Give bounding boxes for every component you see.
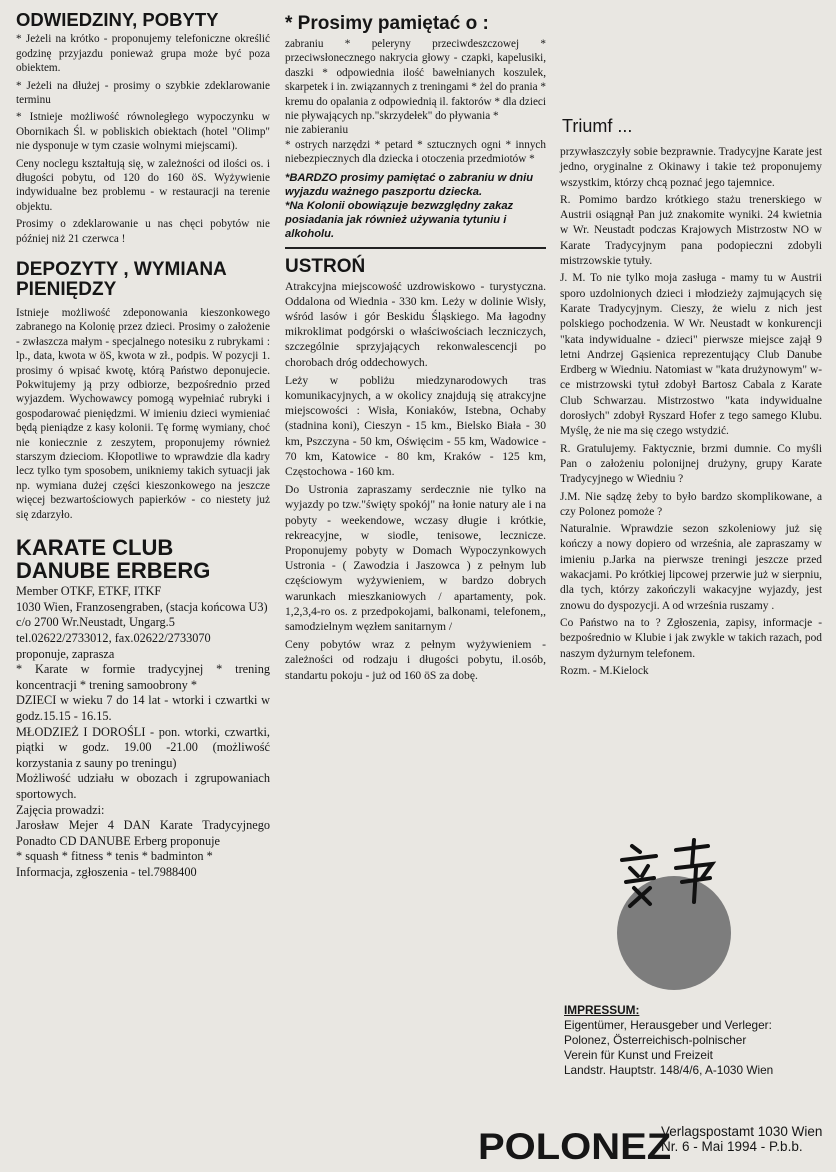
karate-line: Informacja, zgłoszenia - tel.7988400 (16, 864, 197, 879)
ustron-para: Do Ustronia zapraszamy serdecznie nie tylko na wyjazdy po tzw."święty spokój" na łonie natury ale i na pobyty - weekendowe, wczasy długie i krótkie, rekreacyjne, w siodle, tenisowe, lecznicze. Proponujemy pobyty w Domach Wypoczynkowych Ustronia - ( Zawodzia i Jaszowca ) z pełnym lub częściowym wyżywieniem, w bardzo dobrych warunkach mieszkaniowych / apartamenty, pok. 1,2,3,4-ro os. z przedpokojami, balkonami, telefonem,, samodzielnym węzłem sanitarnym / (285, 483, 546, 633)
not-take-label: nie zabieraniu (285, 124, 349, 137)
karate-emblem-icon (612, 838, 732, 993)
triumf-para: Naturalnie. Wprawdzie sezon szkoleniowy już się kończy a nowy dopiero od września, ale zapraszamy w imieniu p.Jarka na pierwsze treningi jeszcze przed wakacjami. Po krótkiej lipcowej przerwie już w sierpniu, dla tych, którzy zakończyli wakacyjne wyjazdy, jest znowu do dyspozycji. A od września ruszamy . (560, 523, 822, 612)
section-divider (285, 247, 546, 249)
karate-line: proponuje, zaprasza (16, 646, 115, 661)
middle-column (285, 14, 546, 683)
karate-line: * Karate w formie tradycyjnej * trening koncentracji * trening samoobrony * (16, 662, 270, 692)
masthead-footer (478, 1118, 828, 1166)
impressum-line: Eigentümer, Herausgeber und Verleger: (564, 1018, 772, 1032)
karate-line: Member OTKF, ETKF, ITKF (16, 584, 162, 599)
karate-line: c/o 2700 Wr.Neustadt, Ungarg.5 (16, 615, 175, 630)
karate-club-heading: KARATE CLUB DANUBE ERBERG (16, 535, 211, 584)
karate-line: Jarosław Mejer 4 DAN Karate Tradycyjnego Ponadto CD DANUBE Erberg proponuje (16, 818, 270, 848)
triumf-para: R. Gratulujemy. Faktycznie, brzmi dumnie. Co myśli Pan o założeniu polonijnej drużyny, grupy Karate Tradycyjnego w Wiedniu ? (560, 442, 822, 486)
triumf-para: przywłaszczyły sobie bezprawnie. Tradycyjne Karate jest jedno, oryginalne z Okinawy i takie też proponujemy wszystkim, którzy chcą poznać jego tajemnice. (560, 146, 822, 189)
triumf-para: J. M. To nie tylko moja zasługa - mamy tu w Austrii sporo uzdolnionych dzieci i młodzieży zajmujących się Karate Tradycyjnym. Cieszy, że wielu z nich jest polskiego pochodzenia. W Wr. Neustadt w konkurencji "kata indywidualne - dzieci" pierwsze miejsce zajął 9 letni Andrzej Gąsienica reprezentujący Club Danube Erdberg w Wiedniu. Natomiast w "kata drużynowym" w-ce mistrzowski tytuł zdobył Bartosz Cabala z Karate Club Schwarzau. Mistrzostwo "kata indywidualne dorosłych" zdobył Ryszard Hofer z tego samego Klubu. Myślę, że nie ma się czego wstydzić. (560, 272, 822, 438)
interview-signature: Rozm. - M.Kielock (560, 664, 649, 677)
triumf-para: Co Państwo na to ? Zgłoszenia, zapisy, informacje - bezpośrednio w Klubie i jak zwykle w takich razach, pod naszym dyżurnym telefonem. (560, 616, 822, 660)
post-office-line: Verlagspostamt 1030 Wien (661, 1124, 823, 1139)
not-take-items: * ostrych narzędzi * petard * sztucznych ogni * innych niebezpiecznych dla dziecka i otoczenia przedmiotów * (285, 138, 546, 166)
ustron-heading: USTROŃ (285, 255, 366, 277)
triumf-para: J.M. Nie sądzę żeby to było bardzo skomplikowane, a czy Polonez pomoże ? (560, 490, 822, 518)
left-column (16, 10, 270, 881)
ustron-para: Atrakcyjna miejscowość uzdrowiskowo - turystyczna. Oddalona od Wiednia - 330 km. Leży w dolinie Wisły, wśród lasów i gór Beskidu Śląskiego. Ma łagodny mikroklimat podgórski o właściwościach leczniczych, szczególnie sprzyjających rekonwalescencji po chorobach dróg oddechowych. (285, 279, 546, 369)
karate-line: tel.02622/2733012, fax.02622/2733070 (16, 631, 211, 646)
issue-line: Nr. 6 - Mai 1994 - P.b.b. (661, 1139, 803, 1154)
visits-para: Prosimy o zdeklarowanie u nas chęci pobytów nie później niż 21 czerwca ! (16, 218, 270, 245)
karate-line: Zajęcia prowadzi: (16, 802, 105, 817)
visits-para: * Jeżeli na dłużej - prosimy o szybkie zdeklarowanie terminu (16, 79, 270, 107)
visits-para: Ceny noclegu kształtują się, w zależności od ilości os. i długości pobytu, od 120 do 160 öS. Wyżywienie indywidualne bez problemu - w restauracji na terenie objektu. (16, 157, 270, 213)
karate-line: DZIECI w wieku 7 do 14 lat - wtorki i czwartki w godz.15.15 - 16.15. (16, 693, 270, 724)
karate-line: MŁODZIEŻ I DOROŚLI - pon. wtorki, czwartki, piątki w godz. 19.00 -21.00 (możliwość korzystania z sauny po treningu) (16, 724, 270, 770)
remember-heading: * Prosimy pamiętać o : (285, 13, 489, 34)
ustron-para: Leży w pobliżu miedzynarodowych tras komunikacyjnych, a w okolicy znajdują się atrakcyjne miejscowości : Wisła, Koniaków, Istebna, Ochaby (stadnina koni), Cieszyn - 15 km., Bielsko Biała - 30 km, Pszczyna - 50 km, Oświęcim - 55 km, Wadowice - 70 km, Katowice - 80 km, Kraków - 125 km, Częstochowa - 160 km. (285, 373, 546, 478)
karate-line: 1030 Wien, Franzosengraben, (stacja końcowa U3) (16, 599, 268, 614)
impressum-line: Landstr. Hauptstr. 148/4/6, A-1030 Wien (564, 1063, 774, 1077)
polonez-logo: POLONEZ (478, 1126, 672, 1167)
impressum (564, 1003, 826, 1078)
ustron-body (285, 279, 546, 683)
right-column (560, 106, 822, 679)
visits-para: * Istnieje możliwość równoległego wypoczynku w Obornikach Śl. w pobliskich obiektach (hotel "Olimp" nie dysponuje w tym czasie wolnymi miejscami). (16, 111, 270, 153)
visits-heading: ODWIEDZINY, POBYTY (16, 9, 219, 30)
impressum-line: Verein für Kunst und Freizeit (564, 1048, 713, 1062)
triumf-body (560, 145, 822, 679)
publication-info (661, 1124, 822, 1154)
ustron-para: Ceny pobytów wraz z pełnym wyżywieniem - zależności od rodzaju i długości pobytu, il.osób, standartu pokoju - już od 160 öS za dobę. (285, 638, 546, 682)
visits-para: * Jeżeli na krótko - proponujemy telefoniczne określić godzinę przyjazdu ponieważ grupa może być poza obiektem. (16, 33, 270, 75)
triumf-heading: Triumf ... (562, 116, 633, 136)
deposit-body: Istnieje możliwość zdeponowania kieszonkowego zabranego na Kolonię przez dzieci. Prosimy o założenie - zwłaszcza małym - specjalnego notesiku z rubrykami : lp., data, kwota w öS, kwota w zł., podpis. W pozycji 1. prosimy ó wpisać kwotę, którą Państwo deponujecie. Pokwitujemy ją przy odbiorze, bezpośrednio przed wyjazdem. Wychowawcy pomogą wypełniać rubryki i gospodarować pieniędzmi. W imieniu dzieci wymieniać będą pieniądze z kasy kolonii. Tę formę wymiany, choć nie koniecznie z zeszytem, proponujemy również starszym dzieciom. Kłopotliwe to wprawdzie dla kadry lecz tylko tym sposobem, unikniemy takich sytuacji jak np. wymiana dużej części kieszonkowego na jeszcze więcej bezwartościowych papierków - co niestety już się zdarzyło. (16, 306, 270, 521)
karate-line: Możliwość udziału w obozach i zgrupowaniach sportowych. (16, 771, 270, 801)
karate-club-body (16, 584, 270, 880)
remember-body (285, 37, 546, 167)
passport-warning: *BARDZO prosimy pamiętać o zabraniu w dniu wyjazdu ważnego paszportu dziecka. (285, 171, 534, 198)
impressum-line: Polonez, Österreichisch-polnischer (564, 1033, 747, 1047)
tobacco-warning: *Na Kolonii obowiązuje bezwzględny zakaz posiadania jak również używania tytuniu i alkoholu. (285, 199, 514, 240)
impressum-title: IMPRESSUM: (564, 1003, 640, 1017)
visits-body (16, 32, 270, 246)
remember-items: zabraniu * peleryny przeciwdeszczowej * przeciwsłonecznego nakrycia głowy - czapki, kapelusiki, daszki * odpowiednia ilość bawełnianych koszulek, skarpetek i in. związannych z treningami * żel do prania * kremu do opalania z odpowiednią il. faktorów * dla dzieci nie pływających np."skrzydełek" do pływania * (285, 37, 546, 122)
deposit-heading: DEPOZYTY , WYMIANA PIENIĘDZY (16, 259, 227, 301)
karate-line: * squash * fitness * tenis * badminton * (16, 849, 213, 864)
triumf-para: R. Pomimo bardzo krótkiego stażu trenerskiego w Austrii osiągnął Pan już znakomite wyniki. 24 kwietnia w Wr. Neustadt podczas Krajowych Mistrzostw NO w Karate Tradycyjnym pana podopieczni zdobyli mistrzowskie tytuły. (560, 193, 822, 268)
